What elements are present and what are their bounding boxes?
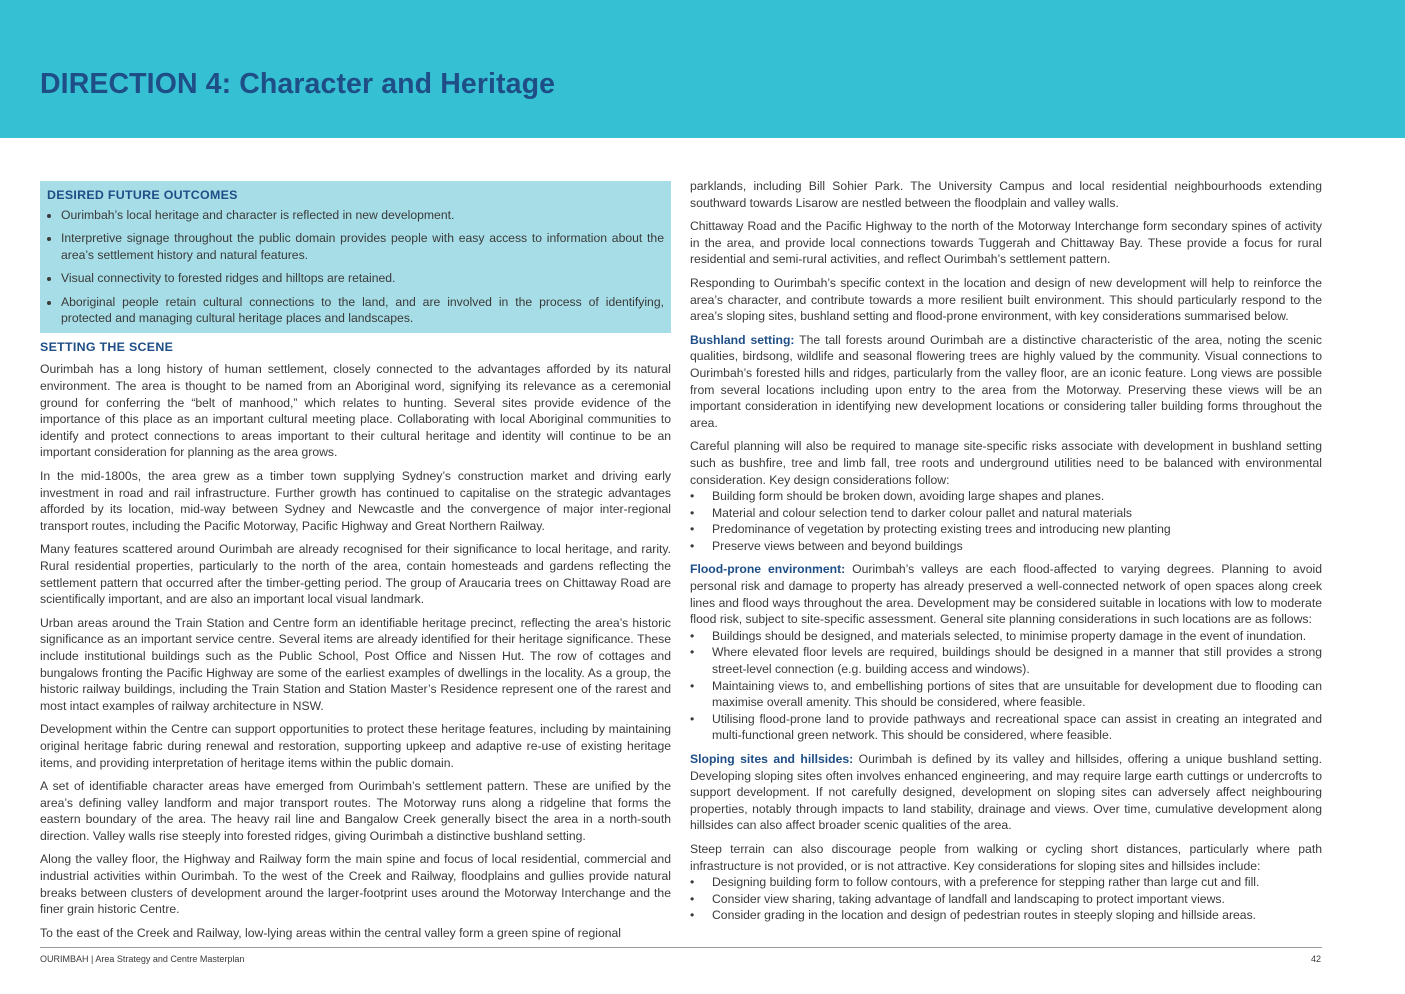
sloping-text: Ourimbah is defined by its valley and hillsides, offering a unique bushland setting. Developing sloping sites often involves enhanced engineering, and may require large earth cuttings or undercrofts to support development. If not carefully designed, development on sloping sites can adversely affect neighbouring properties, notably through impacts to land stability, drainage and views. Over time, cumulative development along hillsides can also affect broader scenic qualities of the area. [690,752,1322,833]
sloping-list [690,874,1322,924]
bushland-text: The tall forests around Ourimbah are a distinctive characteristic of the area, noting the scenic qualities, birdsong, wildlife and seasonal flowering trees are highly valued by the community. Visual connections to Ourimbah’s forested hills and ridges, particularly from the valley floor, are an iconic feature. Long views are possible from several locations including upon entry to the area from the Motorway. Preserving these views will be an important consideration in identifying new development locations or considering taller building forms throughout the area. [690,332,1322,430]
bushland-label: Bushland setting: [690,332,795,347]
page-title: DIRECTION 4: Character and Heritage [40,68,556,100]
flood-paragraph [690,561,1322,627]
left-column [40,178,671,948]
outcome-item: • Visual connectivity to forested ridges and hilltops are retained. [61,270,664,286]
sloping-item: • Consider view sharing, taking advantage of landfall and landscaping to protect important views. [690,891,1322,908]
flood-label: Flood-prone environment: [690,562,846,577]
footer-document-title: OURIMBAH | Area Strategy and Centre Masterplan [40,954,245,964]
sloping-item: • Designing building form to follow contours, with a preference for stepping rather than large cut and fill. [690,874,1322,891]
sloping-paragraph-2: Steep terrain can also discourage people from walking or cycling short distances, particularly where path infrastructure is not provided, or is not attractive. Key considerations for sloping sites and hillsides include: [690,841,1322,873]
scene-paragraph: Urban areas around the Train Station and Centre form an identifiable heritage precinct, reflecting the area’s historic significance as an important service centre. Several items are already identified for their heritage significance. These include institutional buildings such as the Public School, Post Office and Nissen Hut. The row of cottages and bungalows fronting the Pacific Highway are some of the earliest examples of dwellings in the locality. As a group, the historic railway buildings, including the Train Station and Station Master’s Residence represent one of the rarest and most intact examples of railway architecture in NSW. [40,615,671,713]
bushland-item: • Predominance of vegetation by protecting existing trees and introducing new planting [690,521,1322,538]
bushland-item: • Material and colour selection tend to darker colour pallet and natural materials [690,505,1322,522]
page-header [0,0,1405,138]
outcomes-heading: DESIRED FUTURE OUTCOMES [47,188,238,202]
flood-item: • Where elevated floor levels are required, buildings should be designed in a manner that still provides a strong street-level connection (e.g. building access and windows). [690,644,1322,677]
bushland-item: • Building form should be broken down, avoiding large shapes and planes. [690,488,1322,505]
body-paragraph: Chittaway Road and the Pacific Highway to the north of the Motorway Interchange form secondary spines of activity in the area, and provide local connections towards Tuggerah and Chittaway Bay. These provide a focus for rural residential and semi-rural activities, and reflect Ourimbah’s settlement pattern. [690,219,1322,267]
page-number: 42 [1310,954,1321,964]
bushland-paragraph-2: Careful planning will also be required to manage site-specific risks associate with development in bushland setting such as bushfire, tree and limb fall, tree roots and underground utilities need to be balanced with environmental consideration. Key design considerations follow: [690,439,1322,487]
scene-paragraph: Along the valley floor, the Highway and Railway form the main spine and focus of local residential, commercial and industrial activities within Ourimbah. To the west of the Creek and Railway, floodplains and gullies provide natural breaks between clusters of development around the larger-footprint uses around the Motorway Interchange and the finer grain historic Centre. [40,852,671,917]
bushland-item: • Preserve views between and beyond buildings [690,538,1322,555]
scene-paragraph: In the mid-1800s, the area grew as a timber town supplying Sydney’s construction market and driving early investment in road and rail infrastructure. Further growth has continued to capitalise on the strategic advantages afforded by its location, mid-way between Sydney and Newcastle and the convergence of major inter-regional transport routes, including the Pacific Motorway, Pacific Highway and Great Northern Railway. [40,469,671,533]
bushland-paragraph [690,332,1322,432]
flood-text: Ourimbah’s valleys are each flood-affected to varying degrees. Planning to avoid personal risk and damage to property has already preserved a well-connected network of open spaces along creek lines and flood ways throughout the area. Development may be considered suitable in locations with low to moderate flood risk, subject to site-specific assessment. General site planning considerations in such locations are as follows: [690,562,1322,627]
right-column [690,178,1322,931]
sloping-item: • Consider grading in the location and design of pedestrian routes in steeply sloping and hillside areas. [690,907,1322,924]
outcome-item: • Ourimbah’s local heritage and character is reflected in new development. [61,207,664,223]
outcomes-list [47,207,664,326]
scene-paragraph: Development within the Centre can support opportunities to protect these heritage features, including by maintaining original heritage fabric during renewal and restoration, supporting upkeep and adaptive re-use of existing heritage items, and providing interpretation of heritage items within the public domain. [40,722,671,770]
scene-paragraph: To the east of the Creek and Railway, low-lying areas within the central valley form a green spine of regional [40,925,622,940]
desired-outcomes-box [40,181,671,333]
footer-divider [40,947,1322,948]
outcome-item: • Interpretive signage throughout the public domain provides people with easy access to information about the area’s settlement history and natural features. [61,230,664,263]
scene-paragraph: Ourimbah has a long history of human settlement, closely connected to the advantages afforded by its natural environment. The area is thought to be named from an Aboriginal word, signifying its relevance as a ceremonial ground for conferring the “belt of manhood,” which relates to hunting. Several sites provide evidence of the importance of this place as an important cultural meeting place. Collaborating with local Aboriginal communities to identify and protect connections to areas important to their cultural heritage and identity will continue to be an important consideration for planning as the area grows. [40,362,671,460]
body-paragraph: Responding to Ourimbah’s specific context in the location and design of new development will help to reinforce the area’s character, and contribute towards a more resilient built environment. This should particularly respond to the area’s sloping sites, bushland setting and flood-prone environment, with key considerations summarised below. [690,275,1322,324]
setting-scene-heading: SETTING THE SCENE [40,340,174,355]
sloping-paragraph [690,751,1322,834]
scene-paragraph: A set of identifiable character areas have emerged from Ourimbah’s settlement pattern. These are unified by the area’s defining valley landform and major transport routes. The Motorway runs along a ridgeline that forms the eastern boundary of the area. The heavy rail line and Bangalow Creek generally bisect the area in a north-south direction. Valley walls rise steeply into forested ridges, giving Ourimbah a distinctive bushland setting. [40,779,671,843]
sloping-label: Sloping sites and hillsides: [690,752,854,766]
body-paragraph: parklands, including Bill Sohier Park. The University Campus and local residential neighbourhoods extending southward towards Lisarow are nestled between the floodplain and valley walls. [690,179,1322,210]
bushland-list [690,488,1322,554]
scene-paragraph: Many features scattered around Ourimbah are already recognised for their significance to local heritage, and rarity. Rural residential properties, particularly to the north of the area, contain homesteads and gardens reflecting the settlement pattern that occurred after the timber-getting period. The group of Araucaria trees on Chittaway Road are scientifically important, and are also an important local visual landmark. [40,542,671,607]
flood-item: • Buildings should be designed, and materials selected, to minimise property damage in the event of inundation. [690,628,1322,645]
flood-item: • Utilising flood-prone land to provide pathways and recreational space can assist in creating an integrated and multi-functional green network. This should be considered, where feasible. [690,711,1322,744]
outcome-item: • Aboriginal people retain cultural connections to the land, and are involved in the process of identifying, protected and managing cultural heritage places and landscapes. [61,294,664,327]
flood-item: • Maintaining views to, and embellishing portions of sites that are unsuitable for development due to flooding can maximise overall amenity. This should be considered, where feasible. [690,678,1322,711]
flood-list [690,628,1322,744]
